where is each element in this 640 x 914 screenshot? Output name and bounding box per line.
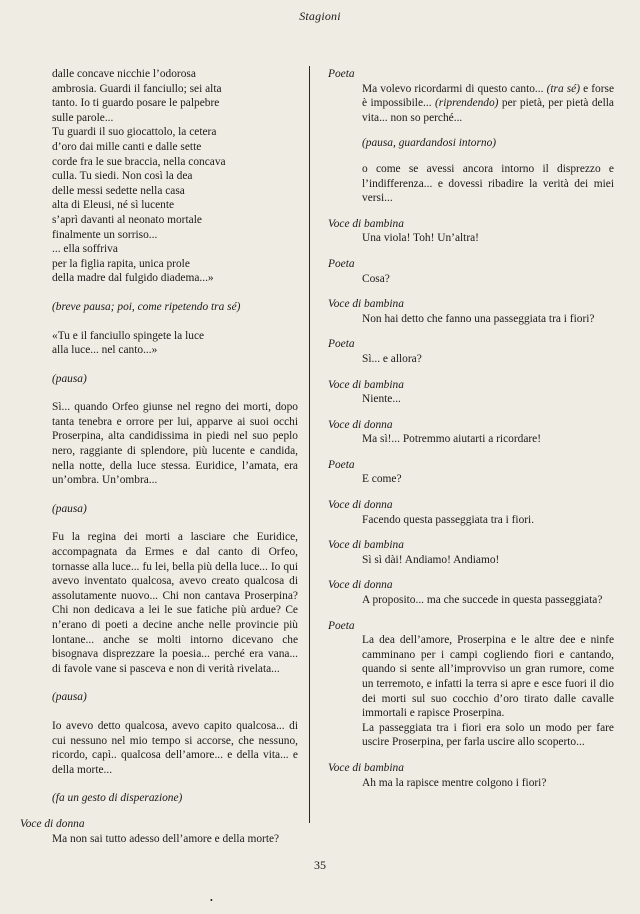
speech-line: Niente...	[362, 393, 401, 406]
speaker-label: Voce di bambina	[328, 761, 404, 774]
verse-block-1	[20, 67, 298, 286]
prose-paragraph: Fu la regina dei morti a lasciare che Euridice, accompagnata da Ermes e dal canto di Orfeo, tornasse alla luce... fu lei, bella più della luce... Io qui avevo inventato qualcosa, avevo creato qualcosa di assolutamente nuovo... Chi non cantava Proserpina? Chi non dedicava a lei le sue fatiche più ardue? Ce n’erano di poeti a decine anche nelle provincie più lontane... anche se molti intorno dicevano che bisognava disprezzare la poesia... perché era vana... di favole vane si pasceva e non di verità rivelata...	[52, 531, 298, 675]
stage-direction: (fa un gesto di disperazione)	[52, 792, 183, 805]
speaker-label: Voce di bambina	[328, 539, 404, 552]
page-number: 35	[314, 858, 326, 872]
stage-direction: (pausa)	[52, 502, 87, 515]
verse-line: culla. Tu siedi. Non così la dea	[52, 170, 193, 183]
stage-direction: (pausa)	[52, 372, 87, 385]
verse-line: alta di Eleusi, né sì lucente	[52, 199, 175, 212]
speech-line: Una viola! Toh! Un’altra!	[362, 232, 479, 245]
stage-direction: (pausa)	[52, 691, 87, 704]
speaker-label: Voce di bambina	[328, 298, 404, 311]
verse-line: della madre dal fulgido diadema...»	[52, 272, 214, 285]
speaker-label: Poeta	[328, 338, 355, 351]
speaker-label: Poeta	[328, 68, 355, 80]
verse-line: d’oro dai mille canti e dalle sette	[52, 140, 202, 153]
speaker-label: Voce di donna	[328, 579, 393, 592]
speech-line: Facendo questa passeggiata tra i fiori.	[362, 513, 535, 526]
speaker-label: Voce di bambina	[328, 378, 404, 391]
verse-line: Tu guardi il suo giocattolo, la cetera	[52, 126, 217, 139]
verse-line: ambrosia. Guardi il fanciullo; sei alta	[52, 82, 222, 95]
stage-direction: (breve pausa; poi, come ripetendo tra sé)	[52, 300, 241, 313]
prose-paragraph: Sì... quando Orfeo giunse nel regno dei morti, dopo tanta tenebra e orrore per lui, apparve ai suoi occhi Proserpina, alta candidissima in piedi nel suo peplo nero, raggiante di splendore, più lucente e candida, nella notte, della luce stessa. Euridice, l’amata, era un’ombra. Un’ombra...	[52, 401, 298, 487]
speech-line: Non hai detto che fanno una passeggiata tra i fiori?	[362, 312, 595, 325]
verse-line: ... ella soffriva	[52, 243, 118, 256]
speaker-label: Voce di donna	[20, 817, 85, 830]
speaker-label: Poeta	[328, 458, 355, 471]
speech-line: E come?	[362, 473, 402, 486]
verse-line: tanto. Io ti guardo posare le palpebre	[52, 97, 220, 110]
speech-line: Sì sì dài! Andiamo! Andiamo!	[362, 553, 500, 566]
print-mark: •	[210, 896, 213, 905]
speech-line: Ma non sai tutto adesso dell’amore e della morte?	[52, 832, 280, 845]
speaker-label: Poeta	[328, 619, 355, 632]
speech-line: Ma sì!... Potremmo aiutarti a ricordare!	[362, 433, 542, 446]
column-divider	[309, 66, 310, 823]
speech-text: Ma volevo ricordarmi di questo canto... (tra sé) e forse è impossibile... (riprendendo) per pietà, per pietà della vita... non so perché...	[362, 82, 615, 124]
prose-paragraph: Io avevo detto qualcosa, avevo capito qualcosa... di cui nessuno nel mio tempo si accorse, che nessuno, ricordo, capì.. qualcosa dell’amore... e della vita... e della morte...	[52, 719, 298, 776]
verse-line: «Tu e il fanciullo spingete la luce	[52, 329, 205, 342]
speech-line: A proposito... ma che succede in questa passeggiata?	[362, 594, 603, 607]
verse-line: alla luce... nel canto...»	[52, 344, 158, 357]
speaker-label: Poeta	[328, 257, 355, 270]
verse-line: finalmente un sorriso...	[52, 228, 158, 241]
speech-line: Cosa?	[362, 272, 390, 285]
speech-line: Ah ma la rapisce mentre colgono i fiori?	[362, 776, 547, 789]
verse-line: delle messi sedette nella casa	[52, 184, 185, 197]
speech-line	[328, 82, 614, 126]
speaker-label: Voce di bambina	[328, 217, 404, 230]
speech-line: La passeggiata tra i fiori era solo un modo per fare uscire Proserpina, per farla uscire allo scoperto...	[362, 721, 614, 749]
verse-line: corde fra le sue braccia, nella concava	[52, 155, 226, 168]
left-column	[20, 67, 298, 846]
speaker-label: Voce di donna	[328, 418, 393, 431]
speech-line: La dea dell’amore, Proserpina e le altre dee e ninfe camminano per i campi cogliendo fiori e cantando, quando si sente all’improvviso un gran rumore, come un terremoto, e infatti la terra si apre e esce fuori il dio dei morti sul suo cocchio d’oro tirato dalle cavalle immortali e rapisce Proserpina.	[362, 634, 614, 720]
verse-line: s’aprì davanti al neonato mortale	[52, 213, 202, 226]
running-title: Stagioni	[299, 9, 341, 23]
speaker-label: Voce di donna	[328, 499, 393, 512]
verse-line: per la figlia rapita, unica prole	[52, 257, 190, 270]
verse-line: sulle parole...	[52, 111, 114, 124]
speech-line: Sì... e allora?	[362, 352, 422, 365]
stage-direction: (pausa, guardandosi intorno)	[362, 137, 497, 150]
right-column	[328, 67, 614, 790]
speech-line: o come se avessi ancora intorno il disprezzo e l’indifferenza... e dovessi ribadire la verità dei miei versi...	[362, 162, 614, 205]
verse-line: dalle concave nicchie l’odorosa	[52, 68, 196, 80]
verse-block-2	[20, 329, 298, 358]
